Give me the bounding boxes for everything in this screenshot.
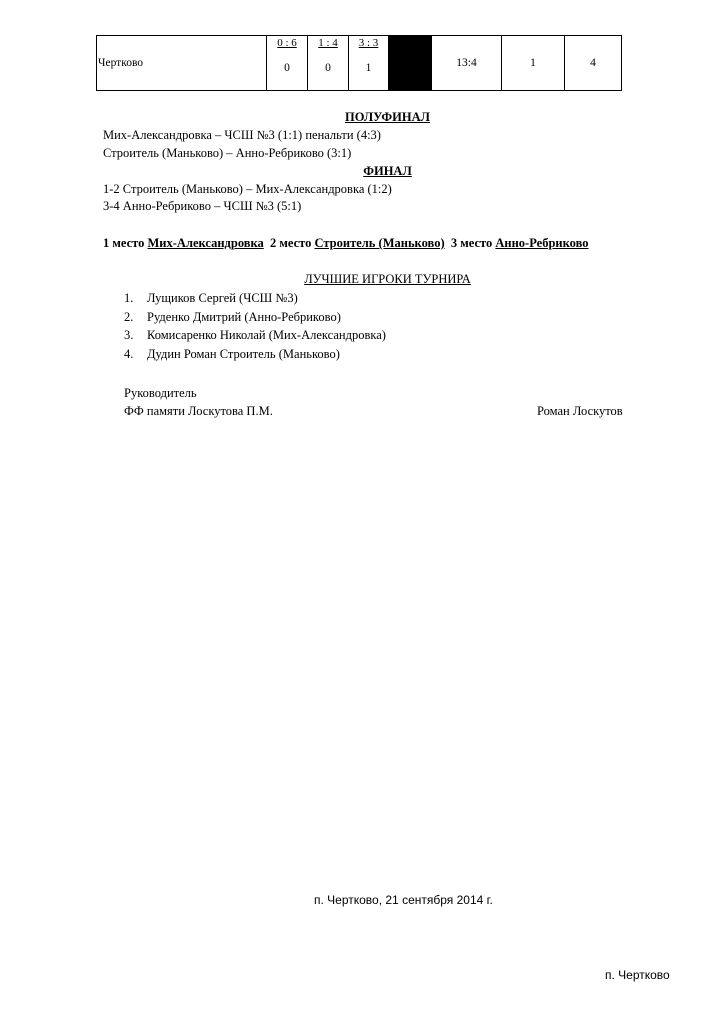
- points-cell: 1: [502, 36, 565, 91]
- final-line-1: 1-2 Строитель (Маньково) – Мих-Александровка (1:2): [103, 182, 392, 196]
- standings-line: [103, 236, 589, 251]
- item-number: 3.: [124, 328, 134, 342]
- match-score: 1 : 4: [318, 37, 338, 49]
- first-place-label: 1 место: [103, 236, 145, 250]
- signature-title-2: ФФ памяти Лоскутова П.М.: [124, 404, 273, 418]
- item-number: 2.: [124, 309, 134, 324]
- match-score: 0 : 6: [277, 37, 297, 49]
- match-score: 3 : 3: [358, 37, 379, 49]
- item-number: 4.: [124, 346, 134, 361]
- list-item: [124, 326, 386, 345]
- page-footer: п. Чертково: [605, 968, 670, 982]
- list-item: [124, 289, 386, 308]
- best-players-list: [124, 289, 386, 363]
- score-cell: [308, 36, 349, 91]
- team-name: Чертково: [97, 36, 267, 91]
- third-place-label: 3 место: [450, 236, 493, 250]
- final-heading: ФИНАЛ: [363, 164, 412, 178]
- player-name: Руденко Дмитрий (Анно-Ребриково): [147, 309, 341, 324]
- date-line: п. Чертково, 21 сентября 2014 г.: [314, 893, 493, 907]
- final-line-2: 3-4 Анно-Ребриково – ЧСШ №3 (5:1): [103, 199, 302, 213]
- score-cell: [267, 36, 308, 91]
- first-place-team: Мих-Александровка: [147, 236, 264, 250]
- results-table: [96, 35, 622, 91]
- second-place-team: Строитель (Маньково): [314, 236, 445, 250]
- match-points: 0: [284, 62, 290, 74]
- match-points: 0: [325, 62, 331, 74]
- semifinal-line-1: Мих-Александровка – ЧСШ №3 (1:1) пенальти (4:3): [103, 128, 381, 142]
- match-points: 1: [365, 62, 372, 74]
- signature-title-1: Руководитель: [124, 386, 197, 400]
- table-row: [97, 36, 622, 91]
- player-name: Комисаренко Николай (Мих-Александровка): [147, 328, 386, 342]
- list-item: [124, 308, 386, 327]
- second-place-label: 2 место: [270, 236, 312, 250]
- item-number: 1.: [124, 291, 134, 305]
- semifinal-line-2: Строитель (Маньково) – Анно-Ребриково (3:1): [103, 146, 352, 160]
- goals-cell: 13:4: [432, 36, 502, 91]
- third-place-team: Анно-Ребриково: [495, 236, 589, 250]
- self-match-cell: [389, 36, 432, 91]
- signature-name: Роман Лоскутов: [537, 404, 623, 418]
- place-cell: 4: [565, 36, 622, 91]
- semifinal-heading: ПОЛУФИНАЛ: [345, 110, 430, 124]
- player-name: Лущиков Сергей (ЧСШ №3): [147, 291, 298, 305]
- list-item: [124, 345, 386, 364]
- score-cell: [349, 36, 389, 91]
- best-players-heading: ЛУЧШИЕ ИГРОКИ ТУРНИРА: [304, 272, 471, 286]
- player-name: Дудин Роман Строитель (Маньково): [147, 346, 340, 361]
